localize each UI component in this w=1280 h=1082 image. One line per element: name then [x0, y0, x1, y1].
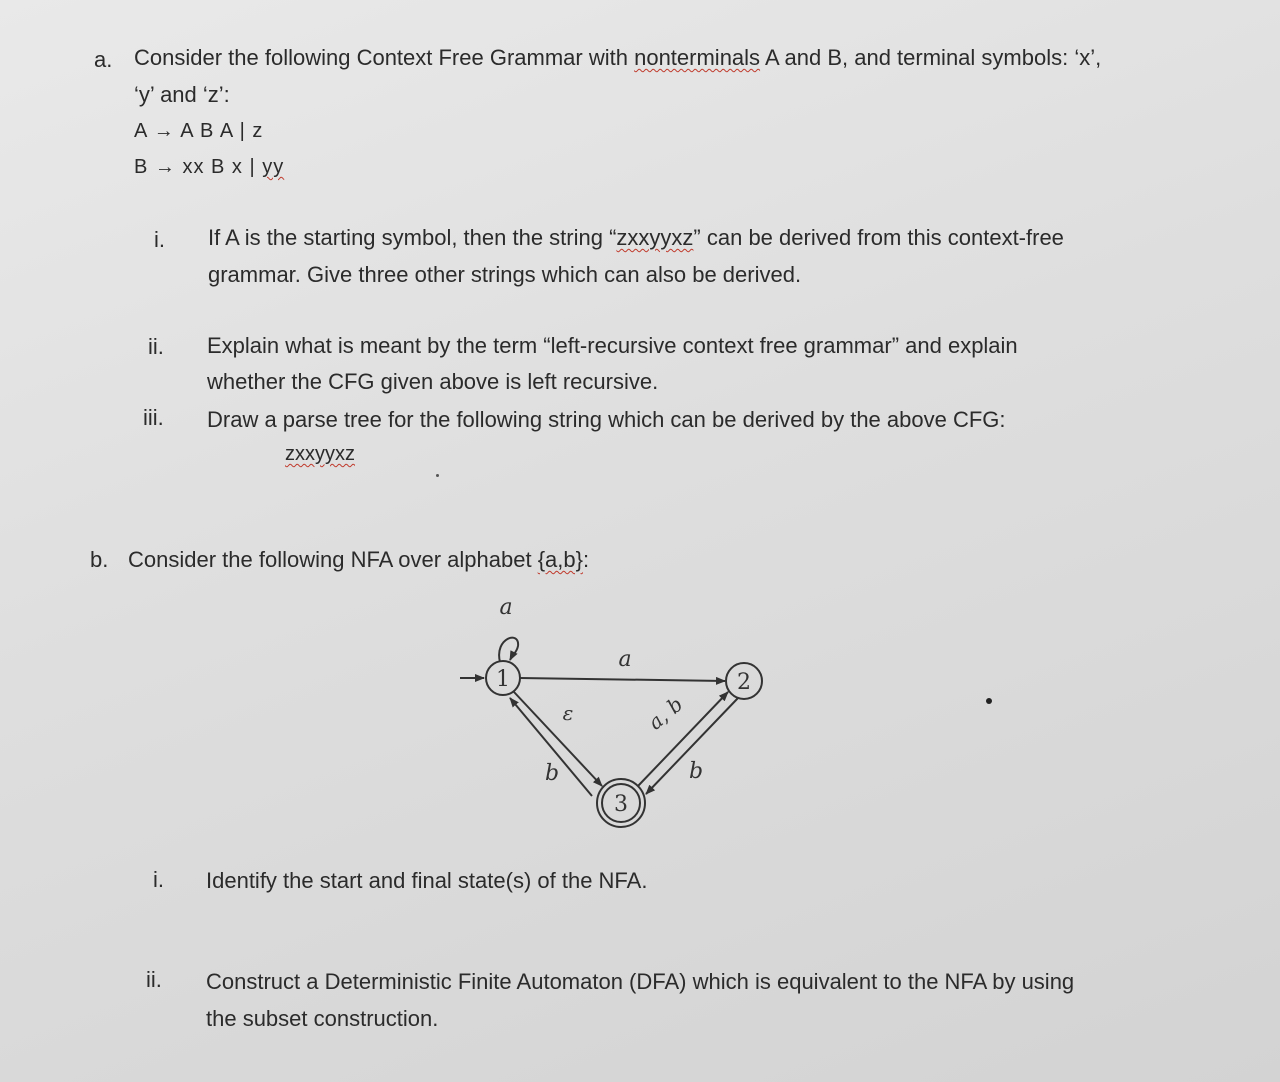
question-a-i-text-end: ” can be derived from this context-free — [693, 225, 1064, 250]
state-2-label: 2 — [737, 670, 751, 695]
question-b-ii-line2: the subset construction. — [206, 1006, 439, 1031]
question-a-iii-line1: Draw a parse tree for the following string which can be derived by the above CFG: — [207, 407, 1006, 432]
ink-dot — [436, 474, 439, 477]
part-a-intro-line1 — [134, 44, 1101, 72]
question-a-i-text: If A is the starting symbol, then the string “ — [208, 225, 617, 250]
label-edge-3-1: b — [544, 761, 560, 786]
spellcheck-word: nonterminals — [634, 45, 761, 70]
part-b-intro-text-end: : — [582, 547, 590, 572]
state-1-label: 1 — [496, 667, 510, 692]
label-edge-1-3-epsilon: ε — [562, 701, 574, 725]
spellcheck-word: {a,b} — [537, 547, 583, 572]
question-a-ii-marker: ii. — [148, 334, 164, 359]
spellcheck-word: zxxyyxz — [616, 225, 694, 250]
grammar-rule-a: A → A B A | z — [134, 120, 264, 142]
question-a-ii-line1: Explain what is meant by the term “left-recursive context free grammar” and explain — [207, 333, 1018, 358]
state-3-label: 3 — [614, 792, 628, 817]
spellcheck-word: yy — [262, 156, 285, 178]
part-b-marker: b. — [90, 547, 109, 572]
question-b-i-text: Identify the start and final state(s) of the NFA. — [206, 868, 648, 893]
part-b-intro — [128, 546, 589, 574]
grammar-rule-b — [134, 153, 284, 181]
question-a-i-marker: i. — [154, 227, 165, 252]
part-a-marker: a. — [94, 47, 113, 72]
question-b-i-marker: i. — [153, 867, 164, 892]
question-a-ii-line2: whether the CFG given above is left recursive. — [207, 369, 659, 394]
label-self-loop-1: a — [499, 595, 513, 620]
nfa-diagram — [440, 590, 800, 840]
question-b-ii-marker: ii. — [146, 967, 162, 992]
part-a-intro-text: Consider the following Context Free Grammar with — [134, 45, 635, 70]
grammar-rule-b-text: B → xx B x | — [134, 156, 263, 178]
part-a-intro-line2: ‘y’ and ‘z’: — [134, 82, 230, 107]
label-edge-1-2: a — [618, 647, 632, 672]
self-loop-1 — [499, 638, 518, 662]
part-b-intro-text: Consider the following NFA over alphabet — [128, 547, 538, 572]
question-a-i-line2: grammar. Give three other strings which can also be derived. — [208, 262, 802, 287]
spellcheck-word: zxxyyxz — [285, 443, 355, 465]
label-edge-2-3: b — [688, 759, 704, 784]
ink-dot — [986, 698, 992, 704]
part-a-intro-text-end: A and B, and terminal symbols: ‘x’, — [760, 45, 1102, 70]
edge-1-2 — [520, 678, 725, 681]
label-edge-3-2: a, b — [643, 692, 688, 735]
question-a-i-line1 — [208, 224, 1064, 252]
question-b-ii-line1: Construct a Deterministic Finite Automaton (DFA) which is equivalent to the NFA by using — [206, 969, 1075, 994]
question-a-iii-marker: iii. — [143, 405, 164, 430]
target-string — [285, 440, 355, 468]
